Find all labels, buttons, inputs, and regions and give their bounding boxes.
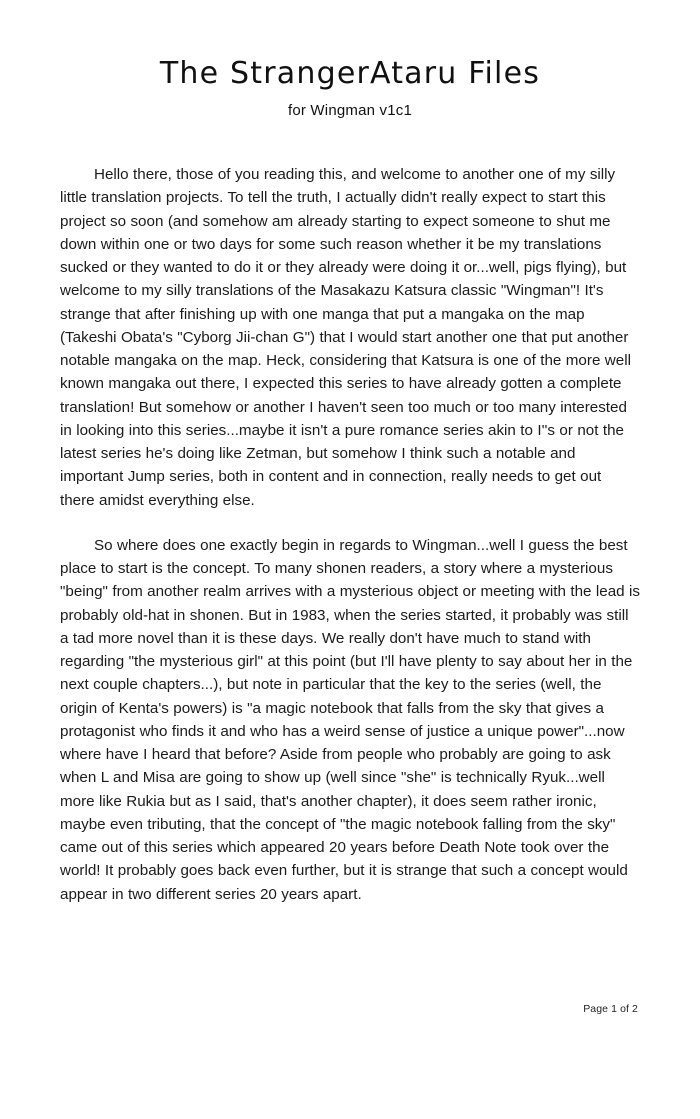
paragraph: So where does one exactly begin in regards to Wingman...well I guess the best place to start is the concept. To many shonen readers, a story where a mysterious "being" from another realm arrives with a mysterious object or meeting with the lead is probably old-hat in shonen. But in 1983, when the series started, it probably was still a tad more novel than it is these days. We really don't have much to stand with regarding "the mysterious girl" at this point (but I'll have plenty to say about her in the next couple chapters...), but note in particular that the key to the series (well, the origin of Kenta's powers) is "a magic notebook that falls from the sky that gives a protagonist who finds it and who has a weird sense of justice a unique power"...now where have I heard that before? Aside from people who probably are going to ask when L and Misa are going to show up (well since "she" is technically Ryuk...well more like Rukia but as I said, that's another chapter), it does seem rather ironic, maybe even tributing, that the concept of "the magic notebook falling from the sky" came out of this series which appeared 20 years before Death Note took over the world! It probably goes back even further, but it is strange that such a concept would appear in two different series 20 years apart. — [60, 536, 640, 903]
page-number: Page 1 of 2 — [583, 1003, 638, 1015]
page-subtitle: for Wingman v1c1 — [287, 102, 413, 119]
document-body — [60, 163, 640, 906]
page-title: The StrangerAtaru Files — [159, 56, 541, 91]
paragraph: Hello there, those of you reading this, and welcome to another one of my silly little translation projects. To tell the truth, I actually didn't really expect to start this project so soon (and somehow am already starting to expect someone to shut me down within one or two days for some such reason whether it be my translations sucked or they wanted to do it or they already were doing it or...well, pigs flying), but welcome to my silly translations of the Masakazu Katsura classic "Wingman"! It's strange that after finishing up with one manga that put a mangaka on the map (Takeshi Obata's "Cyborg Jii-chan G") that I would start another one that put another notable mangaka on the map. Heck, considering that Katsura is one of the more well known mangaka out there, I expected this series to have already gotten a complete translation! But somehow or another I haven't seen too much or too many interested in looking into this series...maybe it isn't a pure romance series akin to I''s or not the latest series he's doing like Zetman, but somehow I think such a notable and important Jump series, both in content and in connection, really needs to get out there amidst everything else. — [60, 166, 631, 509]
